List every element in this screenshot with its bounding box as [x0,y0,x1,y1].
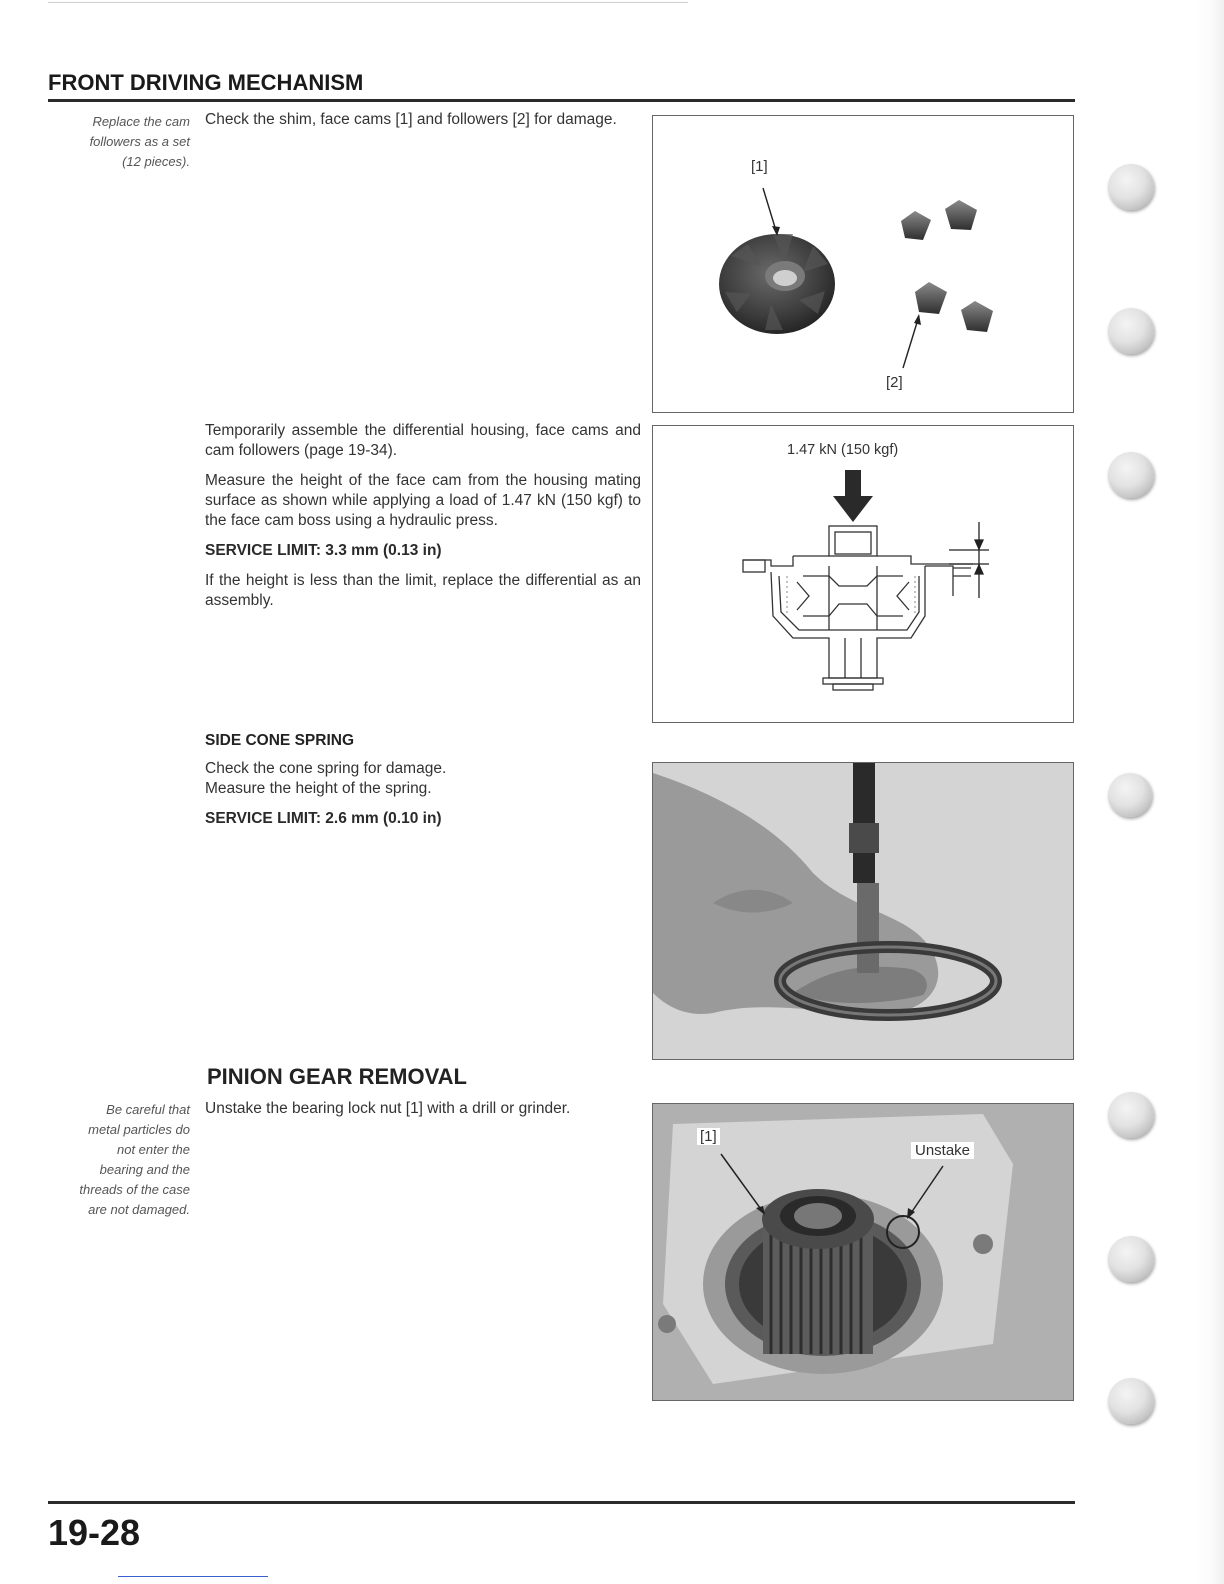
housing-outline [743,526,973,690]
binder-hole [1108,1378,1154,1424]
binder-hole [1108,308,1154,354]
page-number: 19-28 [48,1512,141,1553]
bottom-scan-line [118,1576,268,1577]
label-followers: [2] [886,374,903,391]
page-edge [1194,0,1224,1584]
section2-text [205,421,641,621]
header-rule [48,99,1075,102]
check-shim-paragraph: Check the shim, face cams [1] and followers [2] for damage. [205,111,617,128]
note-line: (12 pieces). [122,154,190,169]
service-limit-spring: SERVICE LIMIT: 2.6 mm (0.10 in) [205,810,442,827]
load-label: 1.47 kN (150 kgf) [787,442,899,458]
binder-hole [1108,773,1152,817]
face-cam [719,234,835,334]
side-cone-spring-heading: SIDE CONE SPRING [205,732,354,749]
replace-paragraph: If the height is less than the limit, replace the differential as an assembly. [205,572,641,609]
figure-bearing-lock-nut-photo [652,1103,1074,1401]
face-cams-illustration [653,116,1073,412]
label-unstake: Unstake [911,1142,974,1159]
figure-differential-press [652,425,1074,723]
note-line: Replace the cam [92,114,190,129]
service-limit-face-cam: SERVICE LIMIT: 3.3 mm (0.13 in) [205,542,442,559]
height-dimension [949,522,989,598]
side-note-careful [42,1100,190,1220]
load-arrow [833,470,873,522]
unstake-paragraph: Unstake the bearing lock nut [1] with a drill or grinder. [205,1100,571,1117]
top-scan-line [48,2,688,3]
binder-hole [1108,164,1154,210]
measure-paragraph: Measure the height of the face cam from the housing mating surface as shown while applying a load of 1.47 kN (150 kgf) to the face cam boss using a hydraulic press. [205,472,641,529]
side-note-cam [42,112,190,172]
label-face-cam: [1] [751,158,768,175]
note-line: threads of the case [79,1182,190,1197]
section4-text [205,1099,641,1129]
page-title: FRONT DRIVING MECHANISM [48,70,364,95]
note-line: are not damaged. [88,1202,190,1217]
note-line: metal particles do [88,1122,190,1137]
photo-hand-measuring-spring [653,763,1073,1059]
binder-hole [1108,1092,1154,1138]
footer-rule [48,1501,1075,1504]
differential-cross-section [653,426,1073,722]
leader-line-2 [903,316,919,368]
binder-hole [1108,1236,1154,1282]
figure-spring-measurement-photo [652,762,1074,1060]
pinion-gear-removal-heading: PINION GEAR REMOVAL [207,1064,467,1089]
binder-hole [1108,452,1154,498]
note-line: not enter the [117,1142,190,1157]
photo-pinion-bearing [653,1104,1073,1400]
label-lock-nut: [1] [697,1128,720,1145]
section1-text [205,110,641,140]
check-cone-line: Check the cone spring for damage. [205,760,447,777]
measure-spring-line: Measure the height of the spring. [205,780,432,797]
cam-followers [901,200,993,332]
assemble-paragraph: Temporarily assemble the differential housing, face cams and cam followers (page 19-34). [205,422,641,459]
section3-text [205,731,641,839]
note-line: Be careful that [106,1102,190,1117]
figure-face-cams [652,115,1074,413]
note-line: followers as a set [89,134,190,149]
note-line: bearing and the [99,1162,190,1177]
